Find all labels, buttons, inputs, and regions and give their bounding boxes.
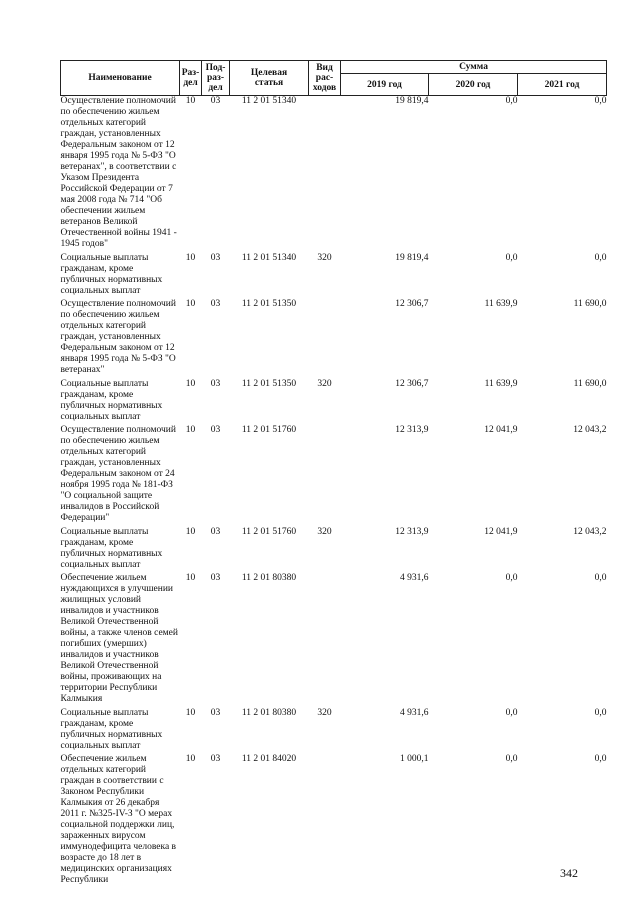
row-2019: 4 931,6 [400,573,429,583]
row-2021: 0,0 [594,708,607,718]
row-expense-type: 320 [317,527,332,537]
row-section: 10 [185,299,196,309]
row-2021: 11 690,0 [573,379,607,389]
table-row [61,96,607,254]
row-2020: 0,0 [505,253,518,263]
row-2021: 0,0 [594,754,607,764]
table-row [61,379,607,425]
table-row [61,573,607,708]
budget-table [60,60,607,889]
row-section: 10 [185,527,196,537]
row-target: 11 2 01 51340 [241,253,297,263]
row-2019: 12 313,9 [395,527,429,537]
row-2019: 12 306,7 [395,299,429,309]
row-2021: 0,0 [594,96,607,106]
table-header [61,61,607,96]
header-2021: 2021 год [518,74,607,96]
row-expense-type [309,754,341,889]
header-2019: 2019 год [341,74,429,96]
row-2019: 19 819,4 [395,253,429,263]
row-name: Социальные выплаты гражданам, кроме публичных нормативных социальных выплат [60,379,163,422]
row-section: 10 [185,253,196,263]
row-target: 11 2 01 51350 [241,299,297,309]
row-section: 10 [185,754,196,764]
row-2019: 19 819,4 [395,96,429,106]
row-2019: 1 000,1 [400,754,429,764]
row-section: 10 [185,96,196,106]
row-name: Осуществление полномочий по обеспечению жильем отдельных категорий граждан, установленных Федеральным законом от 12 января 1995 года № 5-ФЗ "О ветеранах" [60,299,176,375]
row-name: Осуществление полномочий по обеспечению жильем отдельных категорий граждан, установленных Федеральным законом от 12 января 1995 года № 5-ФЗ "О ветеранах", в соответствии с Указом Президента Российской Федерации от 7 мая 2008 года № 714 "Об обеспечении жильем ветеранов Великой Отечественной войны 1941 - 1945 годов" [60,96,177,249]
row-target: 11 2 01 51760 [241,425,297,435]
row-target: 11 2 01 80380 [241,708,297,718]
header-sum: Сумма [341,61,607,74]
row-subsection: 03 [210,754,221,764]
row-section: 10 [185,379,196,389]
row-expense-type [309,96,341,254]
table-row [61,527,607,573]
row-2021: 12 043,2 [573,425,607,435]
table-row [61,425,607,527]
row-subsection: 03 [210,708,221,718]
table-row [61,708,607,754]
row-expense-type [309,299,341,379]
row-name: Обеспечение жильем отдельных категорий граждан в соответствии с Законом Республики Калмыкия от 26 декабря 2011 г. №325-IV-З "О мерах социальной поддержки лиц, зараженных вирусом иммунодефицита человека в возрасте до 18 лет в медицинских организациях Республики [60,754,177,885]
row-subsection: 03 [210,96,221,106]
row-subsection: 03 [210,253,221,263]
row-2020: 0,0 [505,708,518,718]
row-expense-type [309,425,341,527]
header-section: Раз- дел [180,61,202,96]
row-target: 11 2 01 51340 [241,96,297,106]
row-2019: 12 313,9 [395,425,429,435]
table-row [61,253,607,299]
row-target: 11 2 01 51350 [241,379,297,389]
row-name: Социальные выплаты гражданам, кроме публичных нормативных социальных выплат [60,253,163,296]
page-number: 342 [560,866,578,880]
row-2021: 12 043,2 [573,527,607,537]
row-2021: 0,0 [594,253,607,263]
row-2021: 11 690,0 [573,299,607,309]
row-expense-type [309,573,341,708]
row-subsection: 03 [210,527,221,537]
header-target: Целевая статья [230,61,309,96]
row-2019: 4 931,6 [400,708,429,718]
table-row [61,299,607,379]
row-expense-type: 320 [317,708,332,718]
row-2020: 11 639,9 [484,299,518,309]
row-section: 10 [185,573,196,583]
header-2020: 2020 год [429,74,518,96]
row-section: 10 [185,425,196,435]
row-expense-type: 320 [317,379,332,389]
row-2020: 0,0 [505,754,518,764]
row-target: 11 2 01 84020 [241,754,297,764]
header-subsection: Под- раз- дел [202,61,230,96]
row-expense-type: 320 [317,253,332,263]
row-name: Осуществление полномочий по обеспечению жильем отдельных категорий граждан, установленных Федеральным законом от 24 ноября 1995 года № 181-ФЗ "О социальной защите инвалидов в Российской Федерации" [60,425,176,523]
row-name: Социальные выплаты гражданам, кроме публичных нормативных социальных выплат [60,708,163,751]
row-subsection: 03 [210,573,221,583]
row-2020: 0,0 [505,96,518,106]
row-target: 11 2 01 80380 [241,573,297,583]
row-2021: 0,0 [594,573,607,583]
row-name: Обеспечение жильем нуждающихся в улучшении жилищных условий инвалидов и участников Великой Отечественной войны, а также членов семей погибших (умерших) инвалидов и участников Великой Отечественной войны, проживающих на территории Республики Калмыкия [60,573,178,704]
row-2020: 12 041,9 [484,527,518,537]
row-2020: 11 639,9 [484,379,518,389]
row-2020: 0,0 [505,573,518,583]
header-expense-type: Вид рас- ходов [309,61,341,96]
row-2019: 12 306,7 [395,379,429,389]
row-target: 11 2 01 51760 [241,527,297,537]
header-name: Наименование [61,61,180,96]
row-subsection: 03 [210,379,221,389]
table-row [61,754,607,889]
row-2020: 12 041,9 [484,425,518,435]
row-name: Социальные выплаты гражданам, кроме публичных нормативных социальных выплат [60,527,163,570]
row-subsection: 03 [210,425,221,435]
row-subsection: 03 [210,299,221,309]
table-body [61,96,607,890]
row-section: 10 [185,708,196,718]
